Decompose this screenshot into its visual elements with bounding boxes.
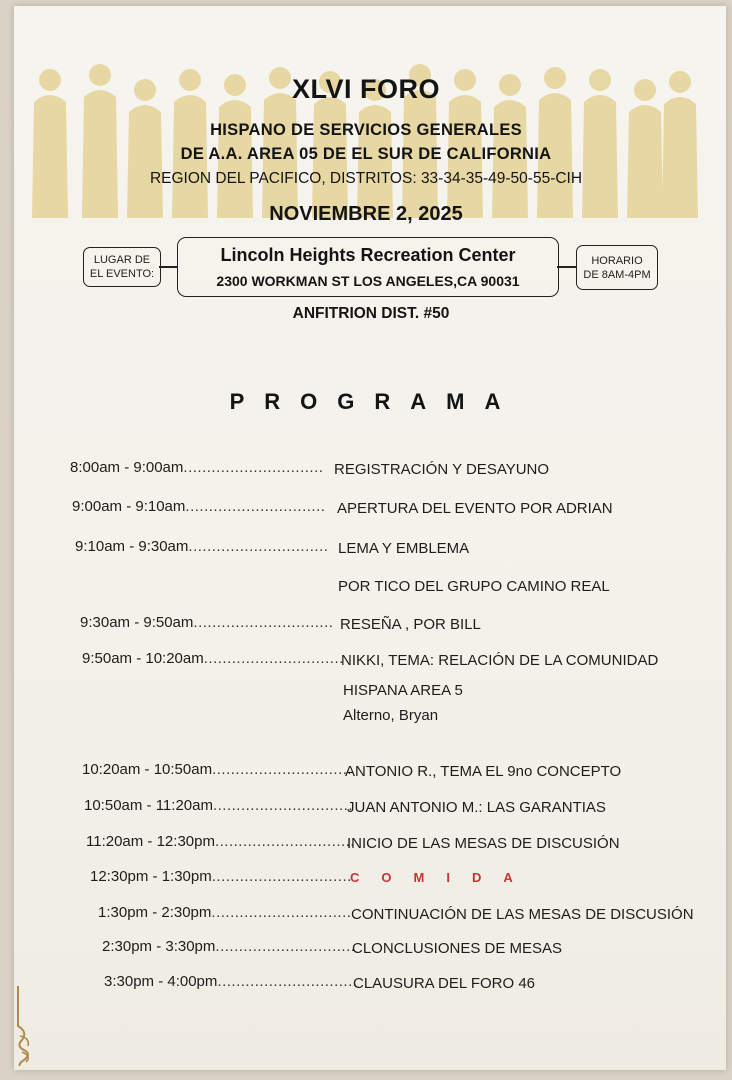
venue-name: Lincoln Heights Recreation Center bbox=[220, 245, 516, 265]
schedule-activity: APERTURA DEL EVENTO POR ADRIAN bbox=[337, 500, 613, 517]
schedule-time: 9:30am - 9:50am bbox=[80, 614, 194, 631]
schedule-activity-continuation: Alterno, Bryan bbox=[343, 707, 439, 724]
forum-title: XLVI FORO bbox=[291, 74, 440, 104]
leader-dots: .............................. bbox=[185, 498, 326, 515]
leader-dots: .............................. bbox=[183, 459, 324, 476]
schedule-time: 1:30pm - 2:30pm bbox=[98, 904, 212, 921]
schedule-row bbox=[98, 904, 351, 921]
schedule-activity-continuation: HISPANA AREA 5 bbox=[343, 682, 463, 699]
schedule-row bbox=[75, 538, 338, 555]
schedule-activity: CONTINUACIÓN DE LAS MESAS DE DISCUSIÓN bbox=[351, 906, 694, 923]
leader-dots: .............................. bbox=[212, 797, 353, 814]
connector-line bbox=[557, 266, 576, 268]
leader-dots: .............................. bbox=[215, 938, 356, 955]
leader-dots: .............................. bbox=[203, 650, 344, 667]
schedule-activity: RESEÑA , POR BILL bbox=[340, 616, 481, 633]
schedule-activity: LEMA Y EMBLEMA bbox=[338, 540, 470, 557]
schedule-time: 9:10am - 9:30am bbox=[75, 538, 189, 555]
schedule-time: 10:20am - 10:50am bbox=[82, 761, 213, 778]
venue-box bbox=[177, 237, 559, 297]
schedule-row bbox=[90, 868, 350, 885]
meal-break-label: COMIDA bbox=[350, 870, 535, 885]
venue-label-line-2: EL EVENTO: bbox=[89, 268, 155, 280]
leader-dots: .............................. bbox=[211, 904, 352, 921]
schedule-hours-box bbox=[576, 245, 658, 290]
schedule-row bbox=[70, 459, 334, 476]
schedule-activity: INICIO DE LAS MESAS DE DISCUSIÓN bbox=[347, 835, 620, 852]
leader-dots: .............................. bbox=[211, 868, 352, 885]
forum-subtitle-1: HISPANO DE SERVICIOS GENERALES bbox=[210, 121, 522, 139]
schedule-row bbox=[104, 973, 358, 990]
schedule-time: 10:50am - 11:20am bbox=[84, 797, 213, 814]
schedule-time: 12:30pm - 1:30pm bbox=[90, 868, 212, 885]
schedule-row bbox=[82, 650, 344, 667]
connector-line bbox=[159, 266, 177, 268]
venue-label-box bbox=[83, 247, 161, 287]
schedule-time: 2:30pm - 3:30pm bbox=[102, 938, 216, 955]
schedule-activity: ANTONIO R., TEMA EL 9no CONCEPTO bbox=[345, 763, 622, 780]
schedule-row bbox=[72, 498, 337, 515]
schedule-time: 9:50am - 10:20am bbox=[82, 650, 204, 667]
schedule-row bbox=[84, 797, 353, 814]
leader-dots: .............................. bbox=[188, 538, 329, 555]
schedule-row bbox=[102, 938, 356, 955]
schedule-time: 9:00am - 9:10am bbox=[72, 498, 186, 515]
schedule-row bbox=[82, 761, 353, 778]
schedule-activity: REGISTRACIÓN Y DESAYUNO bbox=[334, 461, 550, 478]
schedule-activity-continuation: POR TICO DEL GRUPO CAMINO REAL bbox=[338, 578, 610, 595]
forum-subtitle-2: DE A.A. AREA 05 DE EL SUR DE CALIFORNIA bbox=[180, 145, 552, 163]
hours-value: DE 8AM-4PM bbox=[583, 268, 651, 281]
schedule-activity: NIKKI, TEMA: RELACIÓN DE LA COMUNIDAD bbox=[341, 652, 659, 669]
schedule-activity: CLONCLUSIONES DE MESAS bbox=[352, 940, 563, 957]
leader-dots: .............................. bbox=[212, 761, 353, 778]
schedule-row bbox=[80, 614, 340, 631]
schedule-row bbox=[86, 833, 355, 850]
ornament-icon bbox=[14, 986, 44, 1066]
schedule-activity: JUAN ANTONIO M.: LAS GARANTIAS bbox=[347, 799, 606, 816]
leader-dots: .............................. bbox=[217, 973, 358, 990]
region-districts: REGION DEL PACIFICO, DISTRITOS: 33-34-35-49-50-55-CIH bbox=[149, 170, 583, 187]
leader-dots: .............................. bbox=[214, 833, 355, 850]
schedule-time: 3:30pm - 4:00pm bbox=[104, 973, 218, 990]
venue-address: 2300 WORKMAN ST LOS ANGELES,CA 90031 bbox=[216, 273, 520, 289]
schedule-activity: CLAUSURA DEL FORO 46 bbox=[353, 975, 535, 992]
schedule-time: 11:20am - 12:30pm bbox=[86, 833, 215, 850]
venue-label-line-1: LUGAR DE bbox=[93, 254, 151, 266]
event-date: NOVIEMBRE 2, 2025 bbox=[269, 203, 463, 225]
leader-dots: .............................. bbox=[193, 614, 334, 631]
schedule-time: 8:00am - 9:00am bbox=[70, 459, 184, 476]
hours-label: HORARIO bbox=[591, 254, 643, 267]
program-heading: PROGRAMA bbox=[229, 389, 521, 414]
host-district: ANFITRION DIST. #50 bbox=[292, 305, 450, 322]
